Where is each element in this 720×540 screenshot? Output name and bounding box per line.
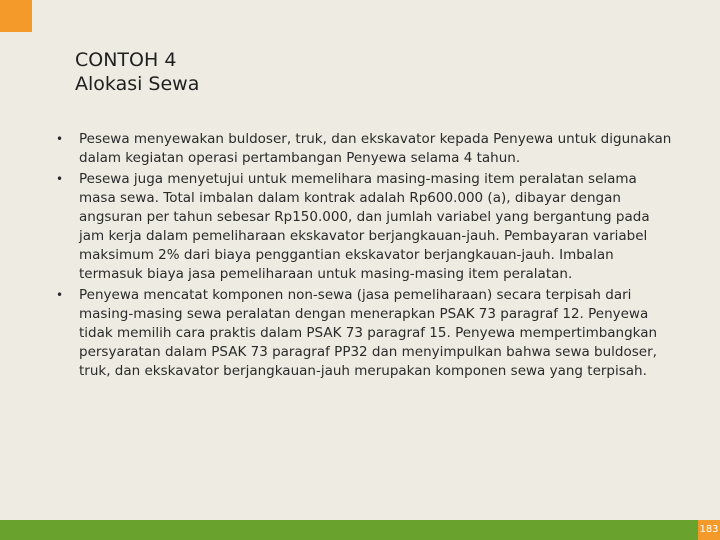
footer-bar — [0, 520, 720, 540]
title-line-1: CONTOH 4 — [75, 49, 177, 71]
list-item — [54, 286, 674, 381]
title-line-2: Alokasi Sewa — [75, 73, 200, 95]
bullet-icon: • — [56, 288, 64, 302]
bullet-icon: • — [56, 172, 64, 186]
corner-accent — [0, 0, 32, 32]
page-number: 183 — [698, 520, 720, 540]
list-item — [54, 130, 674, 168]
bullet-icon: • — [56, 132, 64, 146]
bullet-text: Penyewa mencatat komponen non-sewa (jasa pemeliharaan) secara terpisah dari masing-masing sewa peralatan dengan menerapkan PSAK 73 paragraf 12. Penyewa tidak memilih cara praktis dalam PSAK 73 paragraf 15. Penyewa mempertimbangkan persyaratan dalam PSAK 73 paragraf PP32 dan menyimpulkan bahwa sewa buldoser, truk, dan ekskavator berjangkauan-jauh merupakan komponen sewa yang terpisah. — [79, 287, 658, 379]
list-item — [54, 170, 674, 284]
bullet-text: Pesewa menyewakan buldoser, truk, dan ekskavator kepada Penyewa untuk digunakan dalam kegiatan operasi pertambangan Penyewa selama 4 tahun. — [79, 131, 672, 166]
bullet-list — [54, 130, 674, 383]
bullet-text: Pesewa juga menyetujui untuk memelihara masing-masing item peralatan selama masa sewa. Total imbalan dalam kontrak adalah Rp600.000 (a), dibayar dengan angsuran per tahun sebesar Rp150.000, dan jumlah variabel yang bergantung pada jam kerja dalam pemeliharaan ekskavator berjangkauan-jauh. Pembayaran variabel maksimum 2% dari biaya penggantian ekskavator berjangkauan-jauh. Imbalan termasuk biaya jasa pemeliharaan untuk masing-masing item peralatan. — [79, 171, 650, 282]
page-title — [75, 48, 199, 96]
